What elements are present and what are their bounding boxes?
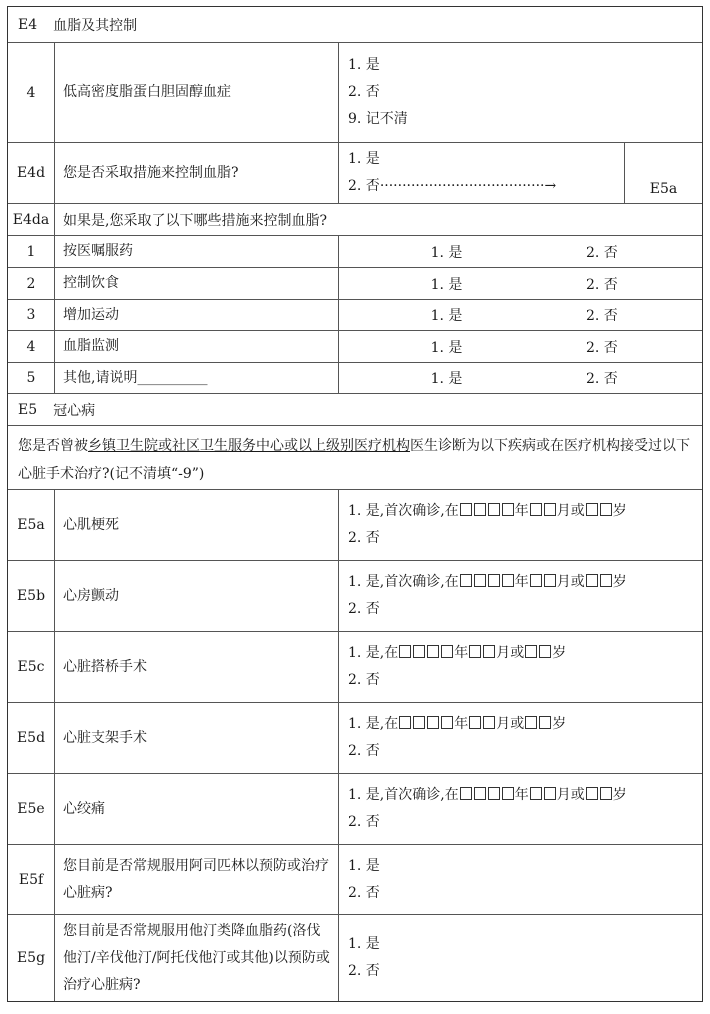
option-no[interactable]: 2. 否 [586, 339, 618, 356]
intro-start: 您是否曾被 [18, 438, 88, 454]
measure-text[interactable]: 其他,请说明__________ [55, 363, 339, 393]
question-text: 心脏支架手术 [55, 703, 339, 773]
answer-options [339, 632, 702, 702]
option-yes-label: 1. 是,首次确诊,在 [348, 787, 459, 803]
question-code: E4d [8, 143, 55, 203]
option-no[interactable] [348, 173, 615, 200]
skip-target: E5a [649, 181, 678, 197]
option-yes[interactable] [348, 569, 693, 596]
option-no[interactable]: 2. 否 [348, 84, 380, 100]
section-header-e5 [8, 394, 702, 426]
option-no[interactable]: 2. 否 [348, 884, 380, 901]
option-no[interactable]: 2. 否 [348, 530, 380, 546]
unit-age: 岁 [612, 574, 627, 590]
unit-month-or: 月或 [556, 503, 585, 519]
option-yes[interactable]: 1. 是 [348, 936, 380, 952]
measure-code: 2 [8, 268, 55, 299]
measure-text: 控制饮食 [55, 268, 339, 299]
option-not-remember[interactable]: 9. 记不清 [348, 111, 408, 127]
unit-year: 年 [454, 645, 469, 661]
question-code: E5f [8, 845, 55, 914]
section-intro [8, 426, 702, 490]
intro-end: 医生诊断为以下疾病或在医疗机构接受过以下心脏手术治疗?(记不清填“-9”) [18, 438, 690, 482]
measure-row-4 [8, 331, 702, 363]
option-yes[interactable] [348, 782, 693, 809]
answer-options [339, 561, 702, 631]
option-no[interactable]: 2. 否 [348, 672, 380, 688]
question-code: E5a [8, 490, 55, 560]
option-yes-label: 1. 是,在 [348, 716, 399, 732]
question-text: 心脏搭桥手术 [55, 632, 339, 702]
question-text: 如果是,您采取了以下哪些措施来控制血脂? [63, 212, 327, 229]
section-code: E5 [18, 401, 38, 418]
option-yes[interactable]: 1. 是 [430, 371, 463, 387]
measure-text: 增加运动 [55, 300, 339, 330]
option-no[interactable]: 2. 否 [348, 743, 380, 759]
question-text: 心房颤动 [55, 561, 339, 631]
question-text: 心绞痛 [55, 774, 339, 844]
question-row-e4da [8, 204, 702, 236]
section-title: 冠心病 [53, 402, 96, 419]
option-yes[interactable] [348, 498, 693, 525]
answer-options [339, 915, 702, 1001]
measure-row-2 [8, 268, 702, 300]
questionnaire-table [7, 6, 703, 1002]
unit-year: 年 [514, 574, 529, 590]
measure-text: 血脂监测 [55, 331, 339, 362]
question-row-4 [8, 43, 702, 143]
option-yes[interactable]: 1. 是 [430, 339, 463, 356]
question-row-e5c [8, 632, 702, 703]
option-yes-label: 1. 是,首次确诊,在 [348, 503, 459, 519]
answer-options [339, 490, 702, 560]
option-no[interactable]: 2. 否 [348, 814, 380, 830]
option-yes[interactable]: 1. 是 [430, 276, 463, 293]
answer-options [339, 774, 702, 844]
measure-code: 3 [8, 300, 55, 330]
option-yes-label: 1. 是,首次确诊,在 [348, 574, 459, 590]
unit-age: 岁 [612, 503, 627, 519]
unit-age: 岁 [552, 645, 567, 661]
option-yes[interactable]: 1. 是 [348, 57, 380, 73]
measure-code: 4 [8, 331, 55, 362]
question-code: E5g [8, 915, 55, 1001]
question-code: E5c [8, 632, 55, 702]
unit-month-or: 月或 [496, 645, 525, 661]
question-row-e5e [8, 774, 702, 845]
question-text: 您目前是否常规服用他汀类降血脂药(洛伐他汀/辛伐他汀/阿托伐他汀或其他)以预防或治疗心脏病? [55, 915, 339, 1001]
option-yes[interactable] [348, 711, 693, 738]
unit-age: 岁 [612, 787, 627, 803]
unit-age: 岁 [552, 716, 567, 732]
measure-row-3 [8, 300, 702, 331]
option-yes[interactable]: 1. 是 [348, 151, 380, 167]
question-row-e5f [8, 845, 702, 915]
option-yes[interactable]: 1. 是 [430, 244, 463, 261]
question-row-e4d [8, 143, 702, 204]
unit-year: 年 [514, 787, 529, 803]
measure-row-1 [8, 236, 702, 268]
unit-month-or: 月或 [496, 716, 525, 732]
answer-options [339, 143, 625, 203]
intro-underlined: 乡镇卫生院或社区卫生服务中心或以上级别医疗机构 [88, 438, 410, 454]
question-code: E5e [8, 774, 55, 844]
section-header-e4 [8, 7, 702, 43]
question-code: 4 [8, 43, 55, 142]
section-title: 血脂及其控制 [53, 17, 138, 34]
option-no-label: 2. 否 [348, 178, 380, 194]
option-no[interactable]: 2. 否 [586, 371, 618, 387]
option-no[interactable]: 2. 否 [348, 963, 380, 979]
question-row-e5b [8, 561, 702, 632]
measure-row-5 [8, 363, 702, 394]
measure-code: 1 [8, 236, 55, 267]
question-text: 您目前是否常规服用阿司匹林以预防或治疗心脏病? [55, 845, 339, 914]
measure-text: 按医嘱服药 [55, 236, 339, 267]
question-row-e5a [8, 490, 702, 561]
answer-options [339, 703, 702, 773]
option-yes[interactable]: 1. 是 [348, 857, 380, 874]
option-no[interactable]: 2. 否 [586, 308, 618, 324]
answer-options [339, 845, 702, 914]
question-text: 您是否采取措施来控制血脂? [55, 143, 339, 203]
option-no[interactable]: 2. 否 [586, 244, 618, 261]
answer-options [339, 43, 702, 142]
option-yes-label: 1. 是,在 [348, 645, 399, 661]
option-no[interactable]: 2. 否 [586, 276, 618, 293]
unit-year: 年 [454, 716, 469, 732]
unit-month-or: 月或 [556, 574, 585, 590]
skip-arrow: ·····································→ [379, 178, 557, 194]
question-code: E4da [8, 204, 55, 235]
question-code: E5d [8, 703, 55, 773]
question-text: 低高密度脂蛋白胆固醇血症 [55, 43, 339, 142]
section-code: E4 [18, 16, 38, 33]
question-row-e5d [8, 703, 702, 774]
unit-month-or: 月或 [556, 787, 585, 803]
option-no[interactable]: 2. 否 [348, 601, 380, 617]
question-code: E5b [8, 561, 55, 631]
measure-code: 5 [8, 363, 55, 393]
unit-year: 年 [514, 503, 529, 519]
option-yes[interactable]: 1. 是 [430, 308, 463, 324]
question-text: 心肌梗死 [55, 490, 339, 560]
question-row-e5g [8, 915, 702, 1001]
option-yes[interactable] [348, 640, 693, 667]
